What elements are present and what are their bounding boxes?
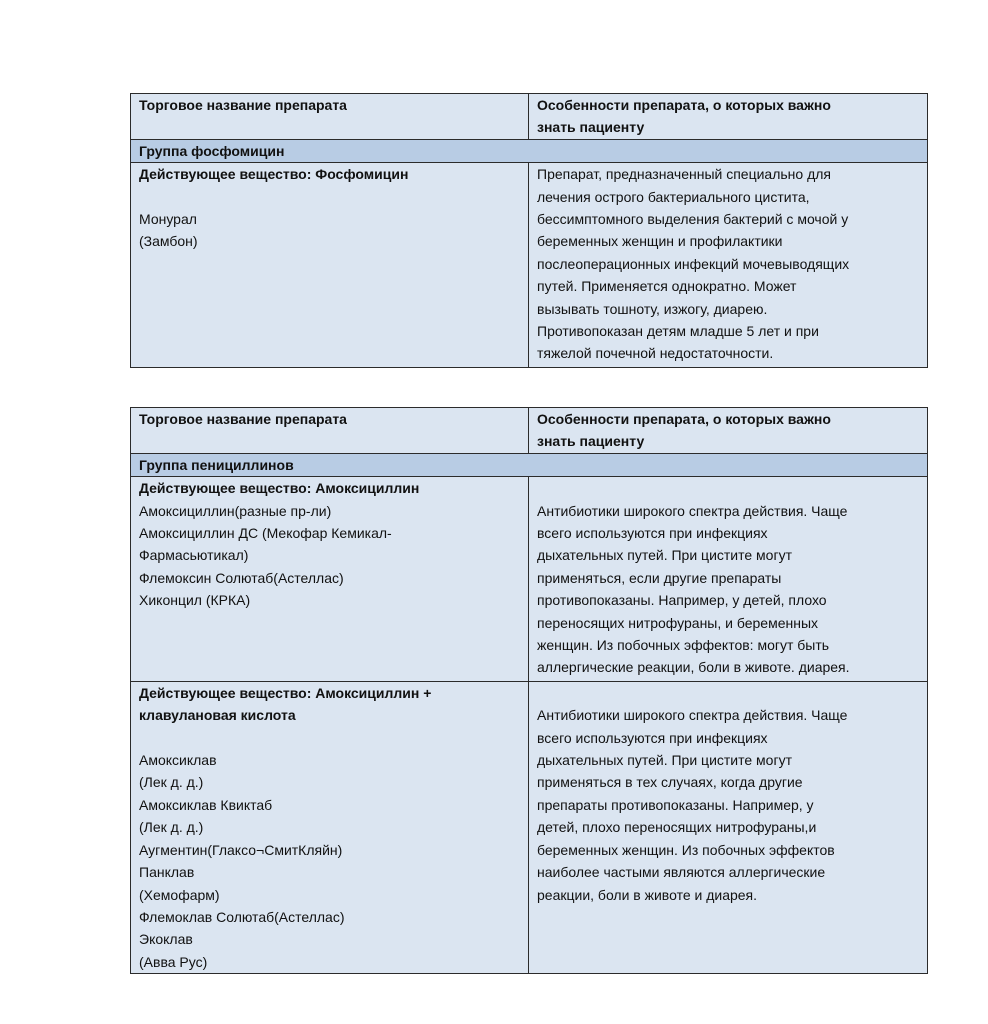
description-line: послеоперационных инфекций мочевыводящих [537, 255, 850, 272]
drug-name: Монурал [139, 211, 197, 228]
header-features-line: знать пациенту [537, 433, 645, 450]
description-line: дыхательных путей. При цистите могут [537, 752, 792, 769]
drug-names-cell [131, 681, 529, 973]
drug-name: Хиконцил (КРКА) [139, 592, 251, 609]
description-line: всего используются при инфекциях [537, 525, 768, 542]
penicillin-table [130, 407, 928, 974]
description-line: Антибиотики широкого спектра действия. Чаще [537, 707, 848, 724]
description-line: Антибиотики широкого спектра действия. Чаще [537, 502, 848, 519]
description-line: всего используются при инфекциях [537, 729, 768, 746]
header-features-line: Особенности препарата, о которых важно [537, 411, 831, 427]
header-trade-name [131, 408, 529, 454]
spacer [139, 186, 520, 208]
description-line: противопоказаны. Например, у детей, плохо [537, 592, 827, 609]
drug-manufacturer: (Замбон) [139, 233, 198, 250]
table-row [131, 163, 928, 368]
drug-name: Амоксиклав [139, 752, 217, 769]
drug-manufacturer: (Лек д. д.) [139, 774, 204, 791]
description-line: аллергические реакции, боли в животе. диарея. [537, 659, 850, 676]
table-header-row [131, 408, 928, 454]
header-trade-name [131, 94, 529, 140]
description-line: Препарат, предназначенный специально для [537, 166, 832, 183]
description-line: препараты противопоказаны. Например, у [537, 796, 814, 813]
description-line: Противопоказан детям младше 5 лет и при [537, 323, 819, 340]
drug-name: Флемоклав Солютаб(Астеллас) [139, 908, 345, 925]
drug-name: Аугментин(Глаксо¬СмитКляйн) [139, 841, 343, 858]
table-header-row [131, 94, 928, 140]
drug-name: Амоксиклав Квиктаб [139, 796, 273, 813]
description-line: вызывать тошноту, изжогу, диарею. [537, 300, 768, 317]
header-trade-name-text: Торговое название препарата [139, 411, 347, 427]
description-line: беременных женщин и профилактики [537, 233, 783, 250]
active-substance: клавулановая кислота [139, 707, 296, 724]
drug-name: Экоклав [139, 931, 193, 948]
group-title: Группа пенициллинов [131, 453, 928, 476]
description-line: детей, плохо переносящих нитрофураны,и [537, 819, 817, 836]
description-line: переносящих нитрофураны, и беременных [537, 614, 819, 631]
active-substance: Действующее вещество: Амоксициллин + [139, 684, 432, 701]
description-line: применяться в тех случаях, когда другие [537, 774, 803, 791]
table-row [131, 477, 928, 682]
table-row [131, 681, 928, 973]
header-features-line: знать пациенту [537, 119, 645, 136]
group-title: Группа фосфомицин [131, 139, 928, 162]
description-line: беременных женщин. Из побочных эффектов [537, 841, 835, 858]
description-line: дыхательных путей. При цистите могут [537, 547, 792, 564]
description-line: бессимптомного выделения бактерий с мочой у [537, 211, 849, 228]
drug-name: Панклав [139, 864, 195, 881]
spacer [139, 727, 520, 749]
fosfomycin-table [130, 93, 928, 368]
drug-name: Амоксициллин ДС (Мекофар Кемикал- [139, 525, 392, 542]
description-line: лечения острого бактериального цистита, [537, 188, 810, 205]
drug-manufacturer: (Лек д. д.) [139, 819, 204, 836]
header-features [529, 94, 928, 140]
description-cell [529, 477, 928, 682]
description-line: женщин. Из побочных эффектов: могут быть [537, 637, 830, 654]
active-substance: Действующее вещество: Фосфомицин [139, 166, 409, 183]
drug-manufacturer: (Авва Рус) [139, 953, 208, 970]
description-line: путей. Применяется однократно. Может [537, 278, 797, 295]
description-line: применяться, если другие препараты [537, 569, 782, 586]
description-line: тяжелой почечной недостаточности. [537, 345, 774, 362]
spacer [537, 682, 919, 704]
drug-names-cell [131, 477, 529, 682]
spacer [537, 477, 919, 499]
drug-name: Фармасьютикал) [139, 547, 249, 564]
drug-manufacturer: (Хемофарм) [139, 886, 220, 903]
group-row [131, 453, 928, 476]
drug-name: Амоксициллин(разные пр-ли) [139, 502, 332, 519]
description-cell [529, 163, 928, 368]
drug-name: Флемоксин Солютаб(Астеллас) [139, 569, 344, 586]
description-line: наиболее частыми являются аллергические [537, 864, 826, 881]
header-features [529, 408, 928, 454]
group-row [131, 139, 928, 162]
drug-names-cell [131, 163, 529, 368]
description-line: реакции, боли в животе и диарея. [537, 886, 758, 903]
header-trade-name-text: Торговое название препарата [139, 97, 347, 113]
active-substance: Действующее вещество: Амоксициллин [139, 480, 420, 497]
description-cell [529, 681, 928, 973]
header-features-line: Особенности препарата, о которых важно [537, 97, 831, 113]
